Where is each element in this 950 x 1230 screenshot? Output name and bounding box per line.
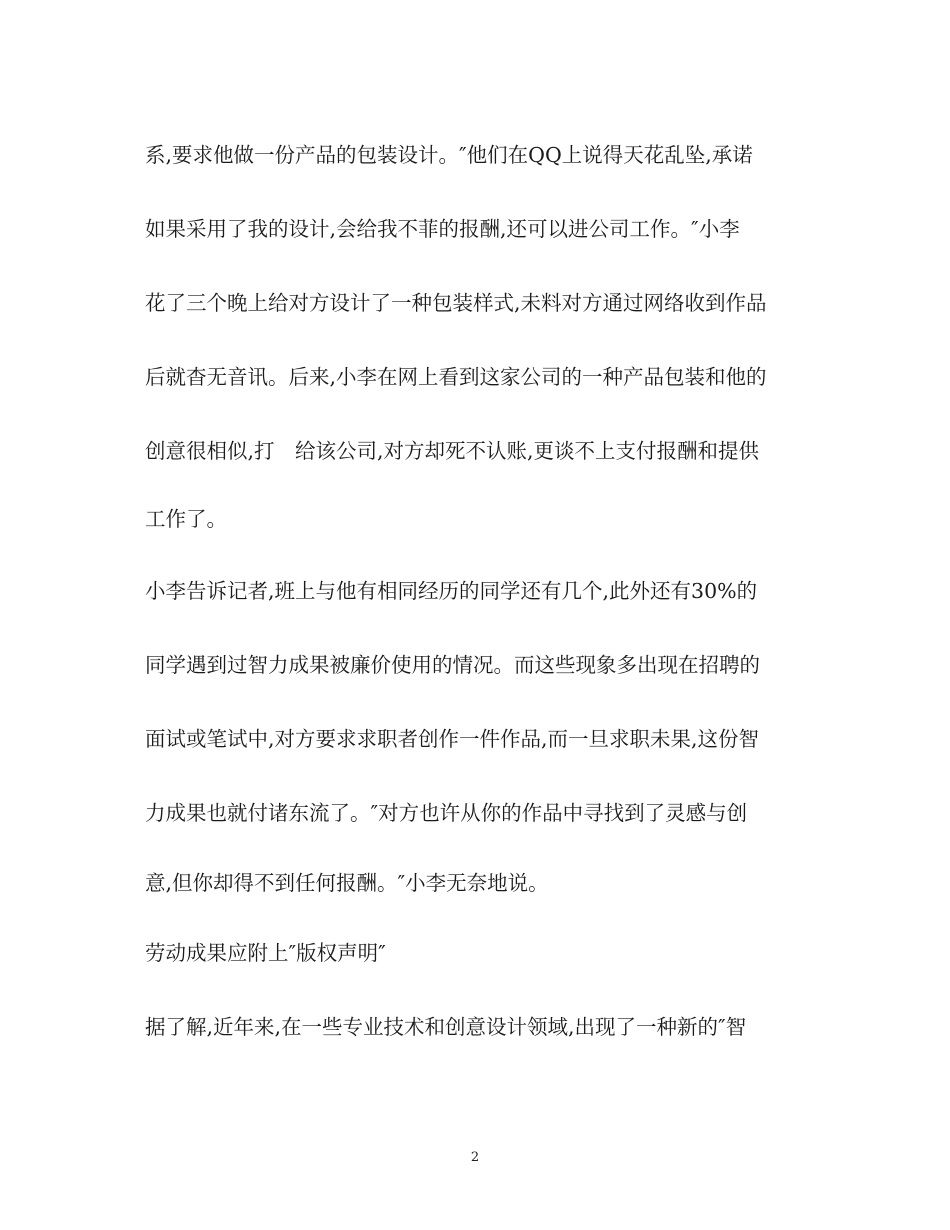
text-line-3: 花了三个晚上给对方设计了一种包装样式,未料对方通过网络收到作品 <box>145 291 767 315</box>
text-line-11: 意,但你却得不到任何报酬。″小李无奈地说。 <box>145 871 549 895</box>
section-heading: 劳动成果应附上″版权声明″ <box>145 941 386 965</box>
text-line-4: 后就杳无音讯。后来,小李在网上看到这家公司的一种产品包装和他的 <box>145 365 767 389</box>
text-line-5: 创意很相似,打 给该公司,对方却死不认账,更谈不上支付报酬和提供 <box>145 439 760 463</box>
text-line-13: 据了解,近年来,在一些专业技术和创意设计领域,出现了一种新的″智 <box>145 1015 747 1039</box>
text-line-1: 系,要求他做一份产品的包装设计。″他们在QQ上说得天花乱坠,承诺 <box>145 143 753 167</box>
text-line-8: 同学遇到过智力成果被廉价使用的情况。而这些现象多出现在招聘的 <box>145 653 760 677</box>
text-line-7: 小李告诉记者,班上与他有相同经历的同学还有几个,此外还有30%的 <box>145 579 758 603</box>
text-line-6: 工作了。 <box>145 507 227 531</box>
page-number: 2 <box>470 1150 480 1165</box>
text-line-10: 力成果也就付诸东流了。″对方也许从你的作品中寻找到了灵感与创 <box>145 801 748 825</box>
text-line-2: 如果采用了我的设计,会给我不菲的报酬,还可以进公司工作。″小李 <box>145 217 740 241</box>
text-line-9: 面试或笔试中,对方要求求职者创作一件作品,而一旦求职未果,这份智 <box>145 727 760 751</box>
